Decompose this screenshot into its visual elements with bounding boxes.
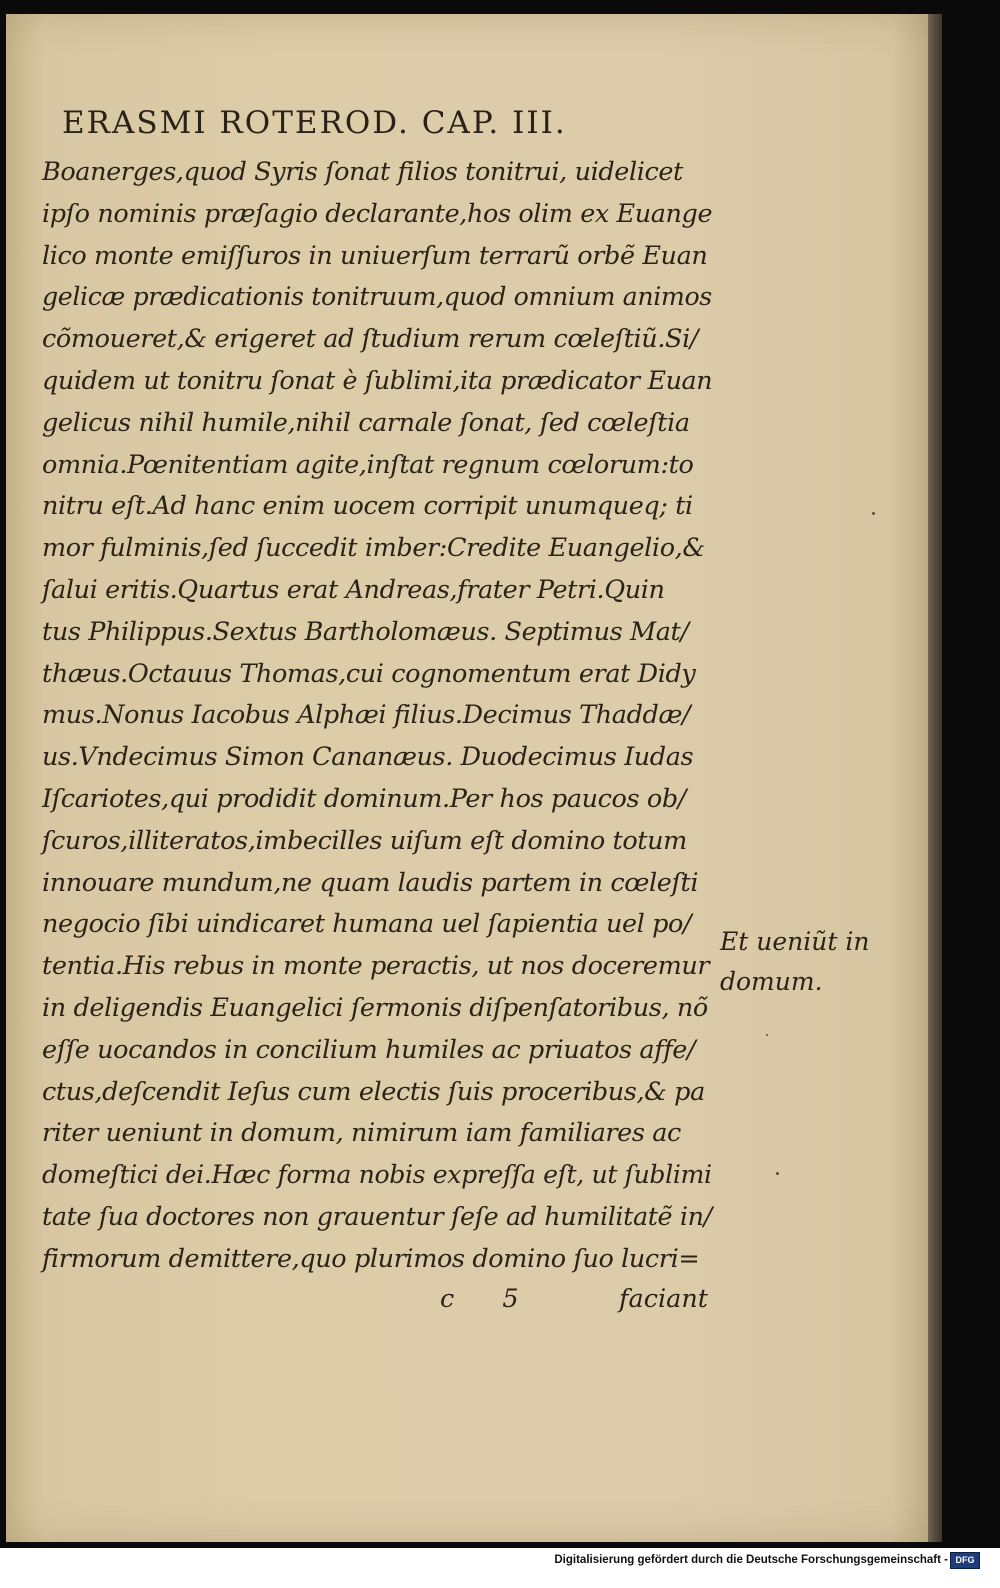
text-line: cõmoueret,& erigeret ad ſtudium rerum cœleſtiũ.Si/ — [42, 324, 699, 355]
text-line: us.Vndecimus Simon Cananæus. Duodecimus Iudas — [42, 742, 694, 773]
text-line: tus Philippus.Sextus Bartholomæus. Septimus Mat/ — [42, 616, 689, 647]
page-footer-line — [42, 1284, 712, 1326]
text-line: negocio ſibi uindicaret humana uel ſapientia uel po/ — [42, 909, 692, 940]
text-line: mor fulminis,ſed ſuccedit imber:Credite Euangelio,& — [42, 533, 705, 564]
text-line: tate ſua doctores non grauentur ſeſe ad humilitatẽ in/ — [42, 1201, 712, 1232]
marginal-note-line: domum. — [720, 967, 823, 996]
marginal-note — [720, 922, 880, 1002]
text-line: thæus.Octauus Thomas,cui cognomentum erat Didy — [42, 658, 696, 689]
text-line: omnia.Pœnitentiam agite,inſtat regnum cœlorum:to — [42, 449, 694, 480]
text-line: Boanerges,quod Syris ſonat filios tonitrui, uidelicet — [42, 157, 683, 187]
paper-speck — [766, 1034, 768, 1036]
dfg-logo: DFG — [950, 1552, 980, 1569]
marginal-note-line: Et ueniũt in — [720, 927, 870, 956]
catchword: faciant — [619, 1284, 708, 1314]
text-line: innouare mundum,ne quam laudis partem in cœleſti — [42, 867, 699, 898]
running-head: ERASMI ROTEROD. CAP. III. — [62, 105, 567, 141]
text-line: ſcuros,illiteratos,imbecilles uiſum eſt domino totum — [42, 825, 687, 856]
signature-mark: c 5 — [440, 1284, 539, 1314]
text-line: in deligendis Euangelici ſermonis diſpenſatoribus, nõ — [42, 992, 708, 1023]
text-line: eſſe uocandos in concilium humiles ac priuatos affe/ — [42, 1034, 696, 1065]
text-line: nitru eſt.Ad hanc enim uocem corripit unumqueq; ti — [42, 491, 693, 522]
text-line: gelicus nihil humile,nihil carnale ſonat, ſed cœleſtia — [42, 407, 690, 438]
text-line: lico monte emiſſuros in uniuerſum terrarũ orbẽ Euan — [42, 240, 708, 271]
text-line: ſalui eritis.Quartus erat Andreas,frater Petri.Quin — [42, 574, 665, 605]
paper-speck — [776, 1172, 779, 1175]
text-line: riter ueniunt in domum, nimirum iam familiares ac — [42, 1118, 681, 1149]
funding-credit: Digitalisierung gefördert durch die Deutsche Forschungsgemeinschaft - — [554, 1554, 948, 1566]
text-line: domeſtici dei.Hæc forma nobis expreſſa eſt, ut ſublimi — [42, 1160, 712, 1191]
text-line: ctus,deſcendit Ieſus cum electis ſuis proceribus,& pa — [42, 1076, 705, 1107]
text-line: mus.Nonus Iacobus Alphæi filius.Decimus Thaddæ/ — [42, 700, 691, 731]
text-line: gelicæ prædicationis tonitruum,quod omnium animos — [42, 282, 712, 313]
text-line: ipſo nominis præſagio declarante,hos olim ex Euange — [42, 198, 713, 229]
text-line: Iſcariotes,qui prodidit dominum.Per hos paucos ob/ — [42, 783, 686, 814]
text-line: tentia.His rebus in monte peractis, ut nos doceremur — [42, 951, 710, 982]
text-line: quidem ut tonitru ſonat è ſublimi,ita prædicator Euan — [42, 365, 713, 396]
page-gutter-shadow — [928, 14, 942, 1542]
body-text — [42, 152, 712, 1281]
paper-speck — [872, 512, 875, 515]
text-line: firmorum demittere,quo plurimos domino ſuo lucri= — [42, 1243, 700, 1274]
